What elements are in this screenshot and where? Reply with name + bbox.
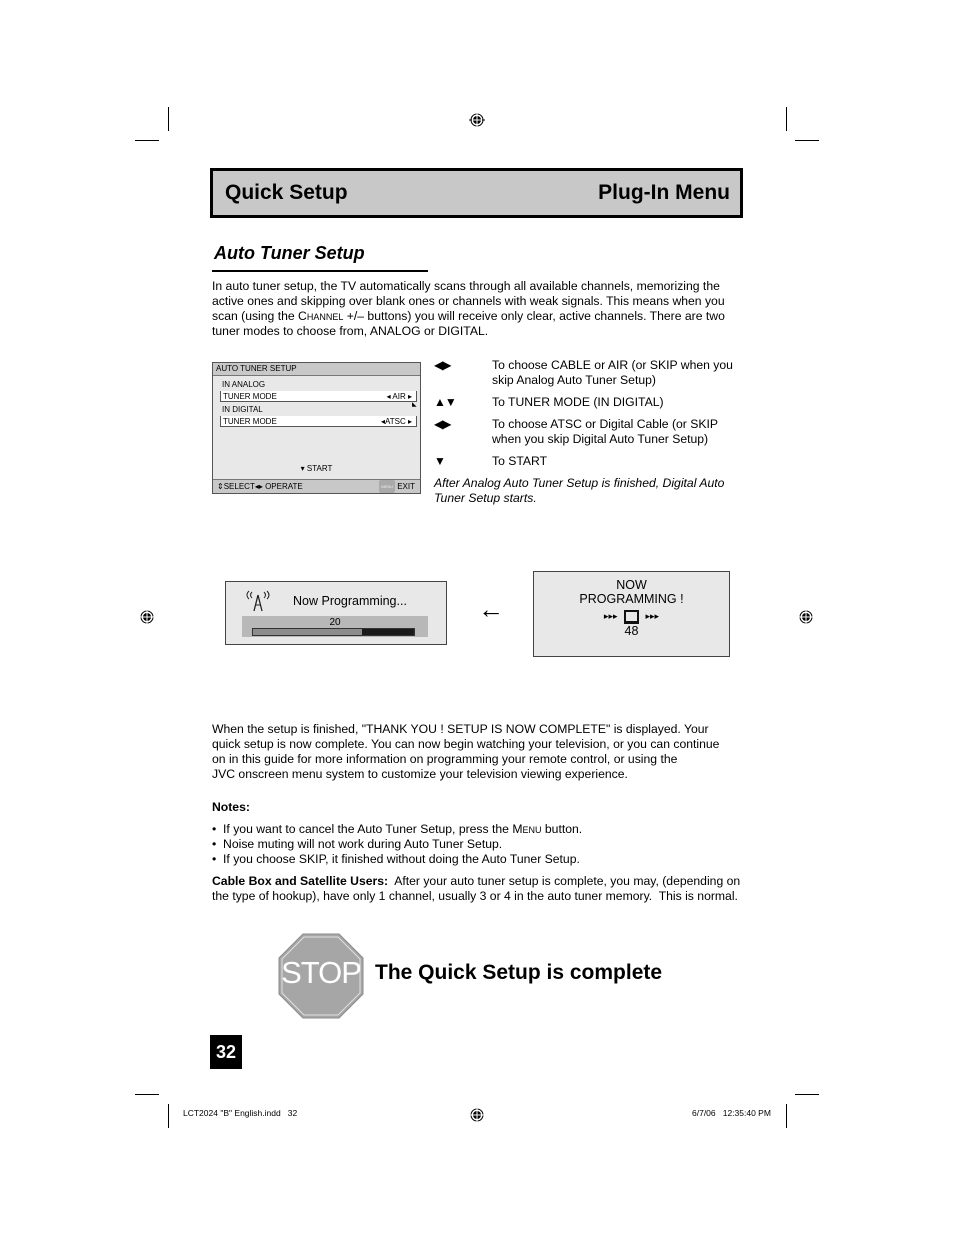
now-programming-label: Now Programming... <box>293 594 407 608</box>
menu-row-in-digital <box>220 404 417 415</box>
header-left-title: Quick Setup <box>225 181 348 204</box>
note-item: • If you want to cancel the Auto Tuner Setup, press the Menu button. <box>212 822 583 836</box>
notes-heading: Notes: <box>212 800 250 814</box>
digital-channel-number: 48 <box>624 624 639 638</box>
menu-row-analog-tuner-mode[interactable] <box>220 391 417 402</box>
row-value: ◂ AIR ▸ <box>386 392 412 401</box>
scan-arrows-icon: ▸▸▸ <box>645 611 660 621</box>
crop-mark <box>795 140 819 141</box>
menu-row-digital-tuner-mode[interactable] <box>220 416 417 427</box>
auto-tuner-setup-menu <box>212 362 421 494</box>
cable-box-label: Cable Box and Satellite Users: <box>212 874 389 888</box>
crop-mark <box>168 1104 169 1128</box>
instruction-text: To choose ATSC or Digital Cable (or SKIP when you skip Digital Auto Tuner Setup) <box>492 417 718 446</box>
up-down-arrows-icon: ▲▼ <box>434 395 456 409</box>
instruction-text: To choose CABLE or AIR (or SKIP when you skip Analog Auto Tuner Setup) <box>492 358 733 387</box>
row-label: TUNER MODE <box>223 417 277 426</box>
analog-programming-box <box>225 581 447 645</box>
down-arrow-icon: ▼ <box>434 454 445 468</box>
menu-title: AUTO TUNER SETUP <box>213 363 420 376</box>
instruction-item <box>434 454 744 470</box>
now-label: NOW <box>616 578 647 592</box>
row-label: IN DIGITAL <box>222 405 263 414</box>
cable-box-paragraph <box>212 874 747 904</box>
intro-text: +/– buttons) you will receive only clear, active channels. There are two tuner modes to choose from, ANALOG or DIGITAL. <box>212 309 725 338</box>
registration-mark-icon <box>798 609 814 625</box>
completion-message: The Quick Setup is complete <box>375 961 663 984</box>
instruction-text: To START <box>492 454 548 468</box>
digital-programming-box <box>533 571 730 657</box>
intro-paragraph <box>212 279 747 339</box>
crop-mark <box>786 107 787 131</box>
progress-band <box>242 616 428 637</box>
tv-icon <box>624 610 639 624</box>
menu-footer <box>213 479 420 493</box>
paragraph-line: on in this guide for more information on programming your remote control, or using the <box>212 752 678 766</box>
instruction-list <box>434 358 744 508</box>
row-label: TUNER MODE <box>223 392 277 401</box>
channel-button-name: Channel <box>298 309 344 323</box>
row-value: ◂ATSC ▸ <box>381 417 412 426</box>
instruction-item <box>434 358 744 392</box>
notes-list <box>212 822 747 867</box>
cable-box-text: After your auto tuner setup is complete, you may, (depending on the type of hookup), have only 1 channel, usually 3 or 4 in the auto tuner memory. This is normal. <box>212 874 744 903</box>
section-rule <box>212 270 428 272</box>
select-operate-hint: ⇕SELECT◂▸ OPERATE <box>217 482 303 491</box>
crop-mark <box>168 107 169 131</box>
crop-mark <box>135 140 159 141</box>
print-file-name: LCT2024 "B" English.indd 32 <box>183 1108 298 1118</box>
completion-paragraph <box>212 722 747 782</box>
registration-mark-icon <box>139 609 155 625</box>
note-text: If you want to cancel the Auto Tuner Setup, press the <box>223 822 513 836</box>
progress-fill <box>253 629 362 635</box>
stop-sign-text: STOP <box>281 955 361 990</box>
left-arrow-icon: ← <box>478 594 504 624</box>
section-title: Auto Tuner Setup <box>214 243 365 263</box>
crop-mark <box>795 1094 819 1095</box>
row-label: IN ANALOG <box>222 380 266 389</box>
channel-number: 20 <box>329 617 341 628</box>
note-text: Noise muting will not work during Auto Tuner Setup. <box>223 837 503 851</box>
crop-mark <box>135 1094 159 1095</box>
instruction-note: After Analog Auto Tuner Setup is finished, Digital Auto Tuner Setup starts. <box>434 476 725 505</box>
note-item: • Noise muting will not work during Auto Tuner Setup. <box>212 837 503 851</box>
intro-text: In auto tuner setup, the TV automatically scans through all available channels, memorizing the active ones and skipping over blank ones or channels with weak signals. This means when you scan (using the <box>212 279 725 323</box>
exit-hint <box>379 480 415 493</box>
instruction-item <box>434 395 744 411</box>
instruction-item <box>434 417 744 451</box>
page-header <box>210 168 743 218</box>
paragraph-line: When the setup is finished, "THANK YOU ! SETUP IS NOW COMPLETE" is displayed. Your <box>212 722 709 736</box>
programming-label: PROGRAMMING ! <box>579 592 684 606</box>
registration-mark-icon <box>469 1107 485 1123</box>
cursor-icon: ◣ <box>412 402 417 408</box>
progress-bar <box>252 628 415 636</box>
menu-start-item[interactable]: ▾ START <box>300 464 333 473</box>
antenna-icon <box>244 590 272 612</box>
left-right-arrows-icon: ◀▶ <box>434 417 451 431</box>
scan-arrows-icon: ▸▸▸ <box>603 611 618 621</box>
note-item: • If you choose SKIP, it finished without doing the Auto Tuner Setup. <box>212 852 580 866</box>
print-timestamp: 6/7/06 12:35:40 PM <box>692 1108 771 1118</box>
note-text: If you choose SKIP, it finished without doing the Auto Tuner Setup. <box>223 852 580 866</box>
page-number: 32 <box>210 1035 242 1069</box>
menu-button-name: Menu <box>512 822 542 836</box>
note-text: button. <box>541 822 583 836</box>
header-right-title: Plug-In Menu <box>598 181 730 204</box>
paragraph-line: quick setup is now complete. You can now begin watching your television, or you can continue <box>212 737 720 751</box>
left-right-arrows-icon: ◀▶ <box>434 358 451 372</box>
exit-label: EXIT <box>397 482 415 491</box>
instruction-text: To TUNER MODE (IN DIGITAL) <box>492 395 664 409</box>
crop-mark <box>786 1104 787 1128</box>
menu-button-icon: MENU <box>379 480 395 493</box>
registration-mark-icon <box>469 112 485 128</box>
tv-scan-indicator <box>534 608 729 624</box>
paragraph-line: JVC onscreen menu system to customize your television viewing experience. <box>212 767 628 781</box>
menu-row-in-analog <box>220 379 417 390</box>
